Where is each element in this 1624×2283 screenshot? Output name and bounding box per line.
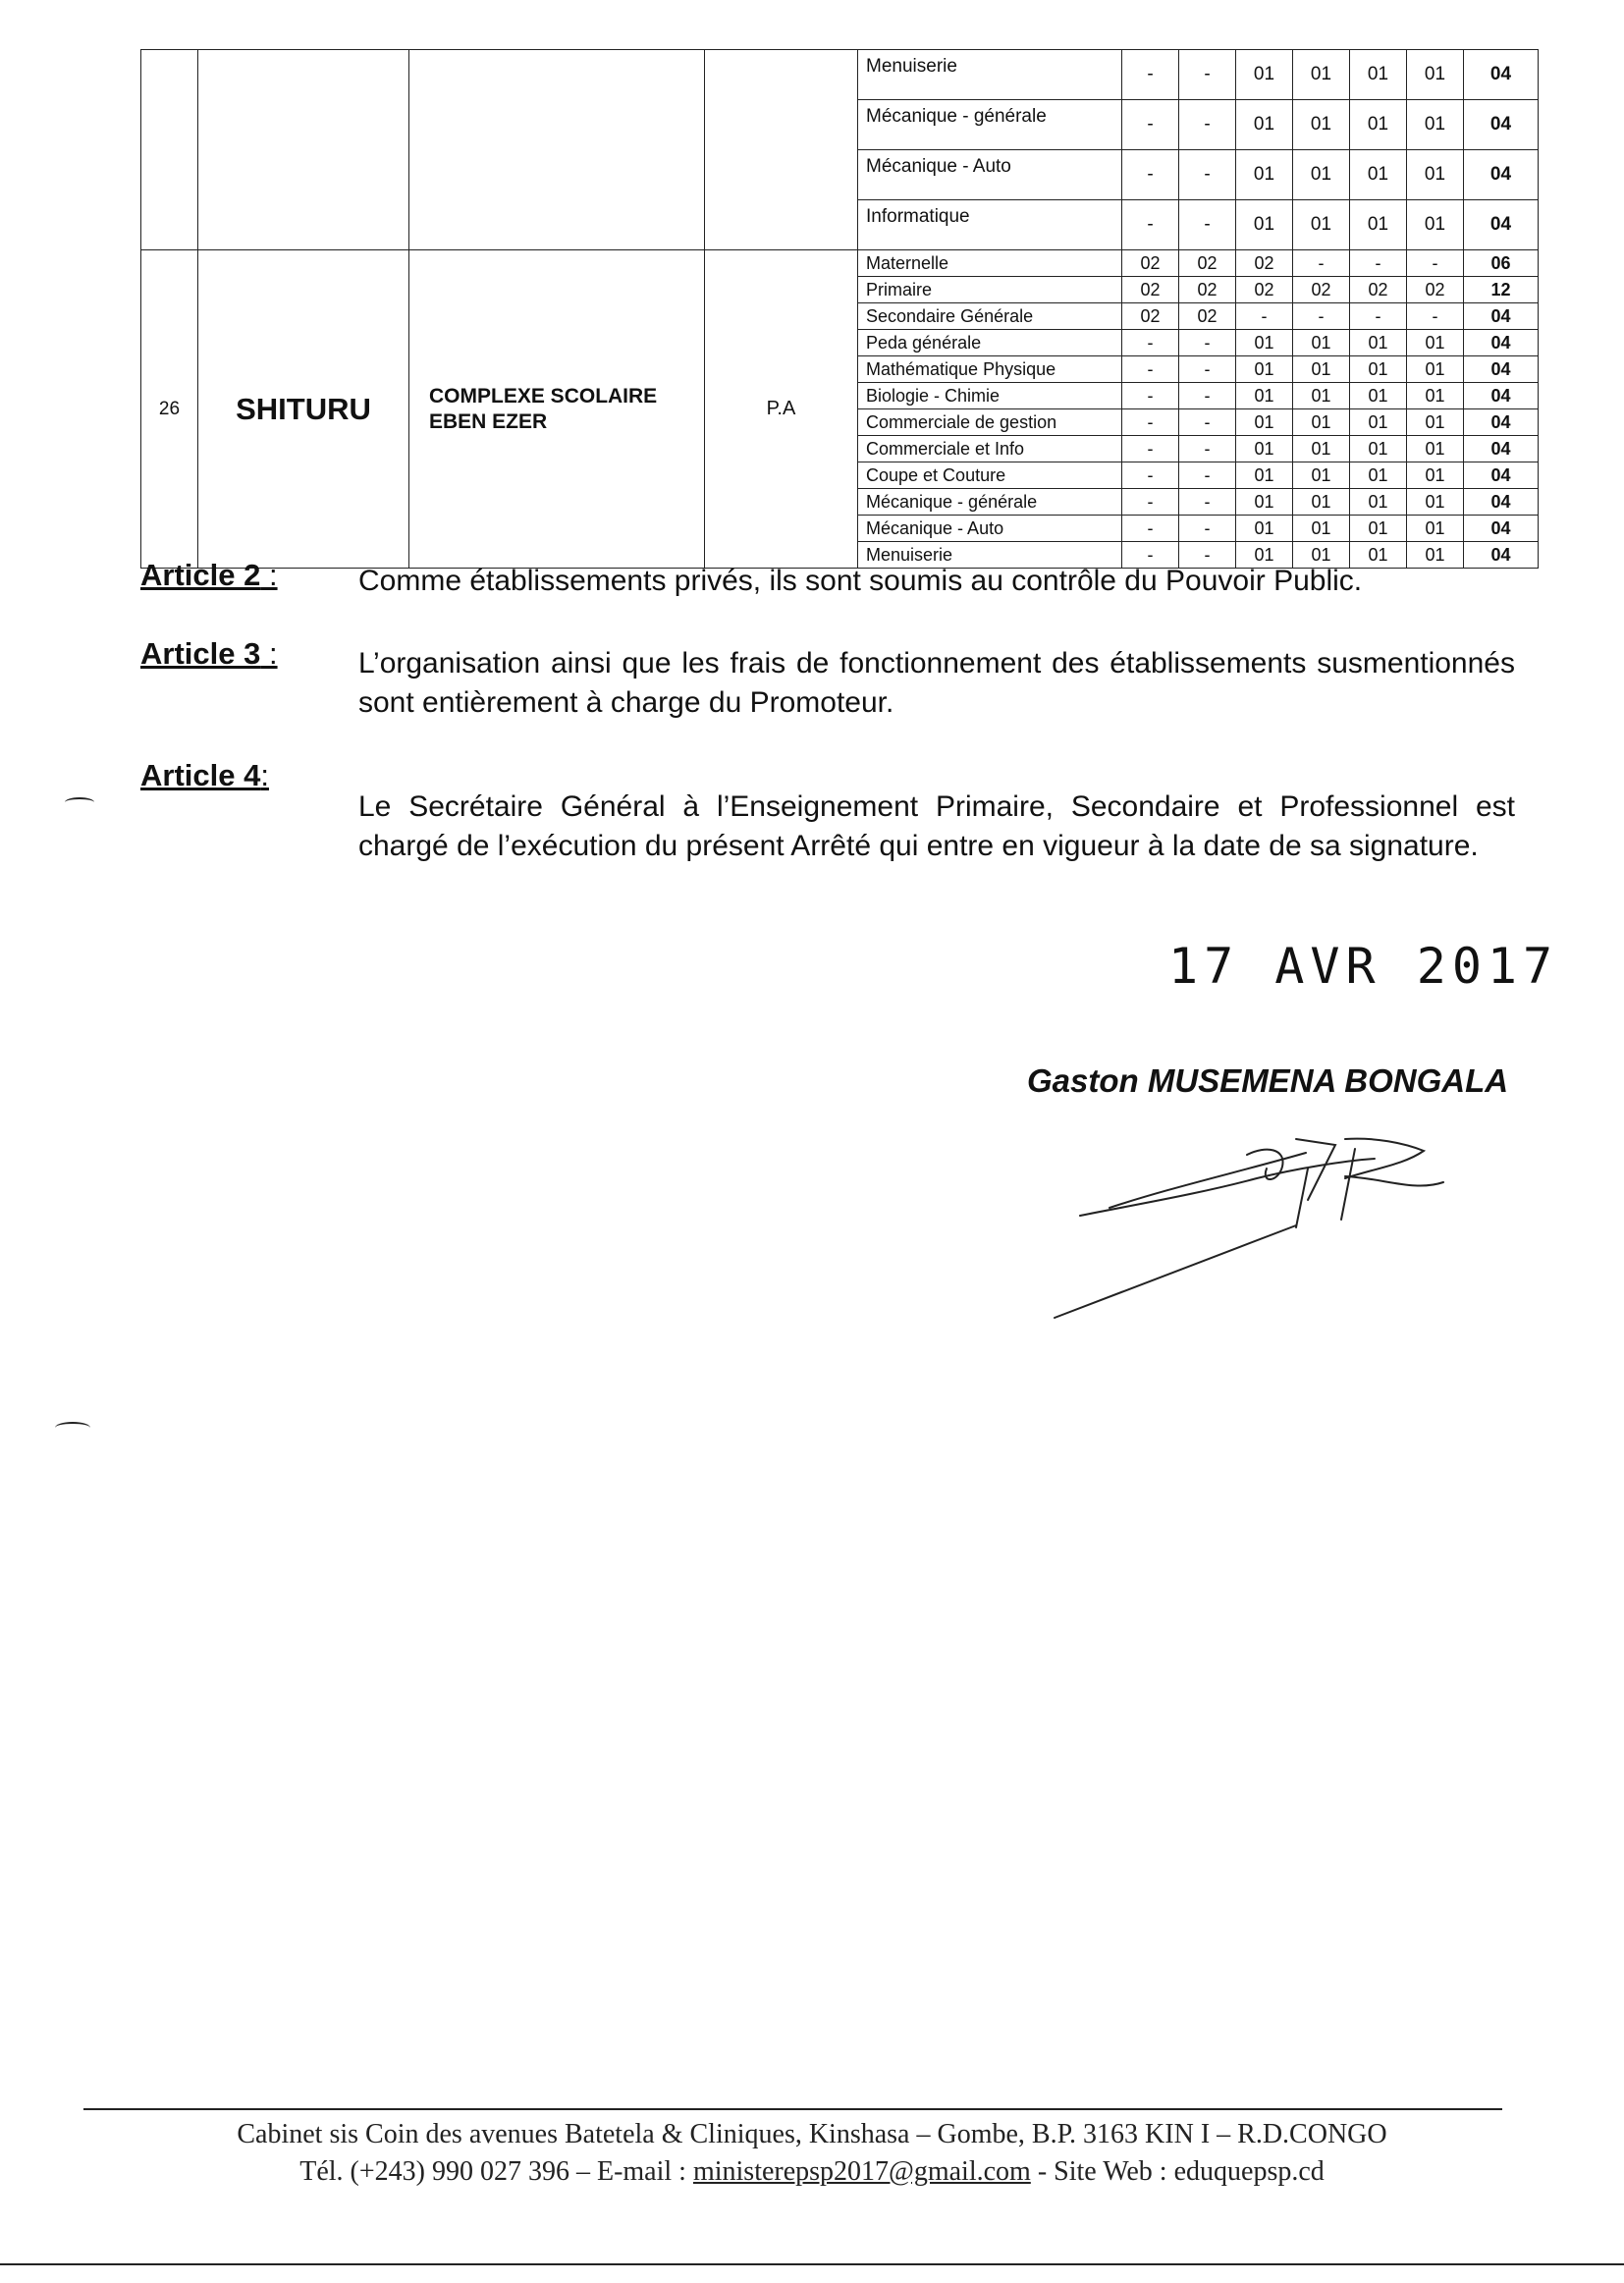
continued-cell (198, 50, 409, 250)
year-cell: 01 (1293, 383, 1350, 409)
year-cell: 01 (1293, 356, 1350, 383)
year-cell: - (1122, 150, 1179, 200)
total-cell: 04 (1464, 303, 1539, 330)
footer-website: - Site Web : eduquepsp.cd (1030, 2156, 1325, 2187)
year-cell: - (1122, 383, 1179, 409)
year-cell: - (1122, 409, 1179, 436)
year-cell: 01 (1236, 150, 1293, 200)
school-number: 26 (141, 250, 198, 569)
section-cell: Mécanique - générale (858, 489, 1122, 516)
year-cell: 01 (1293, 330, 1350, 356)
article-3-text: L’organisation ainsi que les frais de fonctionnement des établissements susmentionnés sont entièrement à charge du Promoteur. (358, 647, 1515, 719)
year-cell: - (1122, 50, 1179, 100)
year-cell: 01 (1236, 330, 1293, 356)
schools-table (140, 49, 1539, 569)
year-cell: 01 (1407, 50, 1464, 100)
total-cell: 04 (1464, 356, 1539, 383)
year-cell: 01 (1236, 200, 1293, 250)
footer-rule-top (83, 2108, 1502, 2110)
year-cell: 01 (1236, 50, 1293, 100)
school-name (409, 250, 705, 569)
year-cell: - (1122, 542, 1179, 569)
section-cell: Maternelle (858, 250, 1122, 277)
year-cell: - (1179, 409, 1236, 436)
year-cell: 02 (1179, 303, 1236, 330)
year-cell: 01 (1236, 542, 1293, 569)
year-cell: 01 (1350, 436, 1407, 462)
article-2-sep: : (260, 558, 278, 592)
section-cell: Mécanique - générale (858, 100, 1122, 150)
school-name-line2: EBEN EZER (429, 409, 548, 433)
year-cell: 01 (1293, 409, 1350, 436)
year-cell: 02 (1407, 277, 1464, 303)
year-cell: 01 (1350, 489, 1407, 516)
year-cell: - (1179, 150, 1236, 200)
year-cell: 01 (1236, 462, 1293, 489)
article-4-sep: : (260, 758, 269, 792)
year-cell: - (1407, 303, 1464, 330)
year-cell: 01 (1350, 200, 1407, 250)
year-cell: - (1122, 436, 1179, 462)
year-cell: 01 (1407, 150, 1464, 200)
year-cell: 01 (1407, 542, 1464, 569)
total-cell: 04 (1464, 383, 1539, 409)
year-cell: 02 (1179, 277, 1236, 303)
year-cell: - (1122, 100, 1179, 150)
section-cell: Informatique (858, 200, 1122, 250)
year-cell: 01 (1236, 436, 1293, 462)
year-cell: 01 (1293, 200, 1350, 250)
year-cell: 01 (1350, 409, 1407, 436)
section-cell: Commerciale de gestion (858, 409, 1122, 436)
year-cell: 01 (1236, 383, 1293, 409)
total-cell: 04 (1464, 516, 1539, 542)
year-cell: - (1179, 200, 1236, 250)
total-cell: 06 (1464, 250, 1539, 277)
section-cell: Primaire (858, 277, 1122, 303)
year-cell: 01 (1293, 150, 1350, 200)
footer-rule-bottom (0, 2263, 1624, 2265)
continued-cell (141, 50, 198, 250)
total-cell: 12 (1464, 277, 1539, 303)
section-cell: Mécanique - Auto (858, 516, 1122, 542)
year-cell: 01 (1407, 436, 1464, 462)
school-name-line1: COMPLEXE SCOLAIRE (429, 384, 658, 408)
year-cell: 01 (1236, 356, 1293, 383)
year-cell: 01 (1350, 516, 1407, 542)
year-cell: - (1122, 489, 1179, 516)
year-cell: 01 (1350, 100, 1407, 150)
section-cell: Commerciale et Info (858, 436, 1122, 462)
footer-address: Cabinet sis Coin des avenues Batetela & Cliniques, Kinshasa – Gombe, B.P. 3163 KIN I – R.D.CONGO (237, 2119, 1387, 2149)
school-regime: P.A (705, 250, 858, 569)
article-3-sep: : (260, 636, 278, 671)
total-cell: 04 (1464, 409, 1539, 436)
margin-mark-2 (55, 1422, 90, 1434)
total-cell: 04 (1464, 200, 1539, 250)
year-cell: 01 (1407, 383, 1464, 409)
section-cell: Menuiserie (858, 50, 1122, 100)
section-cell: Mécanique - Auto (858, 150, 1122, 200)
section-cell: Secondaire Générale (858, 303, 1122, 330)
year-cell: 02 (1122, 303, 1179, 330)
school-town: SHITURU (198, 250, 409, 569)
signer-name: Gaston MUSEMENA BONGALA (1027, 1062, 1509, 1099)
total-cell: 04 (1464, 100, 1539, 150)
year-cell: 01 (1236, 489, 1293, 516)
footer-email-link[interactable]: ministerepsp2017@gmail.com (692, 2156, 1031, 2187)
year-cell: 01 (1407, 100, 1464, 150)
year-cell: 01 (1293, 462, 1350, 489)
year-cell: 01 (1293, 436, 1350, 462)
table-row (141, 250, 1539, 277)
year-cell: 01 (1350, 150, 1407, 200)
year-cell: 02 (1236, 277, 1293, 303)
year-cell: 01 (1293, 542, 1350, 569)
year-cell: - (1179, 330, 1236, 356)
year-cell: 01 (1407, 409, 1464, 436)
year-cell: 02 (1350, 277, 1407, 303)
year-cell: 01 (1236, 409, 1293, 436)
year-cell: - (1122, 356, 1179, 383)
total-cell: 04 (1464, 462, 1539, 489)
year-cell: - (1350, 303, 1407, 330)
year-cell: - (1179, 50, 1236, 100)
year-cell: 01 (1407, 489, 1464, 516)
year-cell: - (1179, 100, 1236, 150)
year-cell: 01 (1350, 356, 1407, 383)
year-cell: 01 (1350, 542, 1407, 569)
date-stamp: 17 AVR 2017 (1168, 938, 1559, 995)
total-cell: 04 (1464, 489, 1539, 516)
article-3-label: Article 3 (140, 636, 261, 671)
year-cell: 01 (1293, 50, 1350, 100)
year-cell: 01 (1293, 100, 1350, 150)
year-cell: - (1122, 200, 1179, 250)
year-cell: - (1293, 303, 1350, 330)
year-cell: - (1122, 516, 1179, 542)
year-cell: - (1179, 462, 1236, 489)
section-cell: Biologie - Chimie (858, 383, 1122, 409)
year-cell: 01 (1350, 50, 1407, 100)
year-cell: - (1236, 303, 1293, 330)
year-cell: 02 (1236, 250, 1293, 277)
total-cell: 04 (1464, 330, 1539, 356)
footer-phone: Tél. (+243) 990 027 396 – E-mail : (299, 2156, 693, 2187)
article-4-text: Le Secrétaire Général à l’Enseignement Primaire, Secondaire et Professionnel est chargé de l’exécution du présent Arrêté qui entre en vigueur à la date de sa signature. (358, 790, 1515, 862)
total-cell: 04 (1464, 150, 1539, 200)
total-cell: 04 (1464, 50, 1539, 100)
year-cell: 01 (1407, 200, 1464, 250)
year-cell: 01 (1293, 489, 1350, 516)
year-cell: 02 (1122, 250, 1179, 277)
section-cell: Coupe et Couture (858, 462, 1122, 489)
year-cell: 01 (1350, 462, 1407, 489)
footer-contact (0, 2156, 1624, 2188)
year-cell: - (1179, 436, 1236, 462)
year-cell: - (1179, 489, 1236, 516)
section-cell: Mathématique Physique (858, 356, 1122, 383)
year-cell: 01 (1293, 516, 1350, 542)
year-cell: - (1407, 250, 1464, 277)
total-cell: 04 (1464, 542, 1539, 569)
year-cell: - (1350, 250, 1407, 277)
article-4-label: Article 4 (140, 758, 261, 792)
year-cell: - (1293, 250, 1350, 277)
handwritten-signature (1051, 1110, 1483, 1326)
section-cell: Peda générale (858, 330, 1122, 356)
continued-cell (409, 50, 705, 250)
year-cell: - (1179, 383, 1236, 409)
year-cell: - (1179, 516, 1236, 542)
year-cell: 02 (1293, 277, 1350, 303)
year-cell: 01 (1407, 330, 1464, 356)
margin-mark-1 (65, 797, 94, 807)
table-row (141, 50, 1539, 100)
year-cell: 01 (1236, 516, 1293, 542)
year-cell: 01 (1236, 100, 1293, 150)
year-cell: 01 (1350, 330, 1407, 356)
year-cell: - (1179, 356, 1236, 383)
year-cell: 01 (1407, 462, 1464, 489)
year-cell: 02 (1179, 250, 1236, 277)
continued-cell (705, 50, 858, 250)
year-cell: 01 (1350, 383, 1407, 409)
year-cell: 02 (1122, 277, 1179, 303)
total-cell: 04 (1464, 436, 1539, 462)
section-cell: Menuiserie (858, 542, 1122, 569)
year-cell: - (1122, 462, 1179, 489)
year-cell: - (1179, 542, 1236, 569)
year-cell: 01 (1407, 516, 1464, 542)
year-cell: 01 (1407, 356, 1464, 383)
article-2-text: Comme établissements privés, ils sont soumis au contrôle du Pouvoir Public. (358, 565, 1363, 597)
article-2-label: Article 2 (140, 558, 261, 592)
year-cell: - (1122, 330, 1179, 356)
